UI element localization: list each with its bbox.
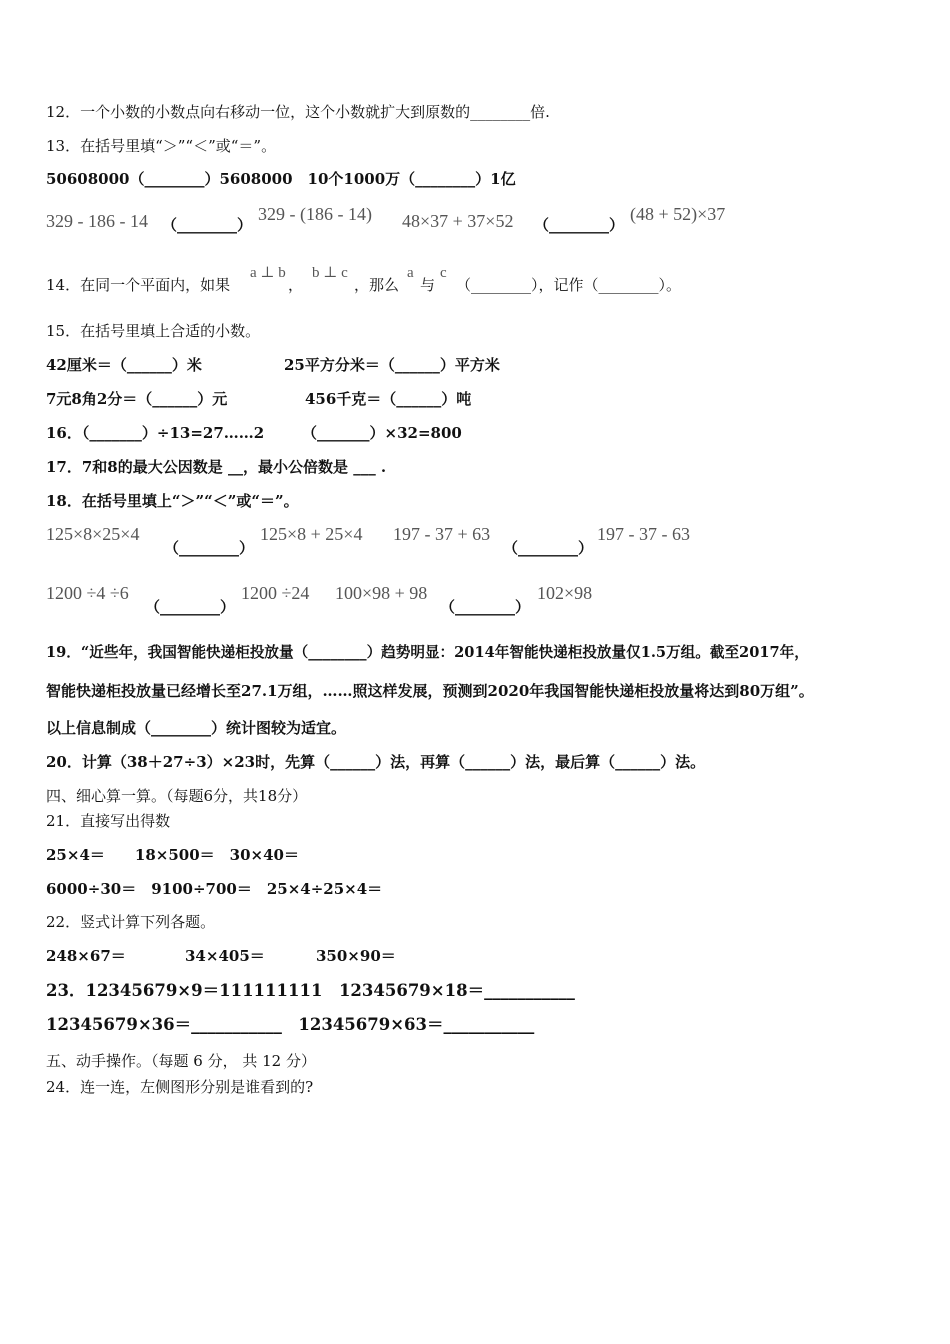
question-19-line3: 以上信息制成（________）统计图较为适宜。	[46, 719, 347, 737]
q15-item-3: 7元8角2分＝（______）元	[46, 390, 228, 408]
q18-expr-3: 197 - 37 + 63	[393, 524, 491, 544]
q13-blank-2[interactable]: （________）	[534, 216, 625, 234]
question-19-line2: 智能快递柜投放量已经增长至27.1万组，……照这样发展，预测到2020年我国智能快递柜投放量将达到80万组”。	[46, 682, 814, 700]
q22-item-2: 34×405＝	[185, 947, 265, 965]
q22-item-1: 248×67＝	[46, 947, 126, 965]
q18-expr-7: 100×98 + 98	[335, 583, 428, 603]
q13-blank-1[interactable]: （________）	[162, 216, 253, 234]
q14-comma: ，	[288, 276, 304, 294]
q14-tail: （________），记作（________）。	[456, 276, 682, 294]
q21-row-1: 25×4＝ 18×500＝ 30×40＝	[46, 846, 299, 864]
question-16-b: （_______）×32=800	[302, 424, 462, 442]
question-13-title: 13．在括号里填“＞”“＜”或“＝”。	[46, 137, 277, 155]
q18-expr-8: 102×98	[537, 583, 593, 603]
q15-item-1: 42厘米＝（______）米	[46, 356, 202, 374]
question-22-title: 22．竖式计算下列各题。	[46, 913, 216, 931]
section-5-heading: 五、动手操作。（每题 6 分， 共 12 分）	[46, 1052, 316, 1070]
q18-blank-2[interactable]: （________）	[503, 539, 594, 557]
question-24: 24．连一连，左侧图形分别是谁看到的?	[46, 1078, 314, 1096]
question-13-row1: 50608000（________）5608000 10个1000万（________）1亿	[46, 170, 516, 188]
q14-and: 与	[420, 276, 436, 294]
q18-blank-3[interactable]: （________）	[145, 598, 236, 616]
q14-var-c: c	[440, 265, 447, 281]
q18-expr-2: 125×8 + 25×4	[260, 524, 363, 544]
q13-expr-3: 48×37 + 37×52	[402, 211, 514, 231]
question-20: 20．计算（38＋27÷3）×23时，先算（______）法，再算（______）法，最后算（______）法。	[46, 753, 706, 771]
q22-item-3: 350×90＝	[316, 947, 396, 965]
q18-blank-1[interactable]: （________）	[164, 539, 255, 557]
q15-item-4: 456千克＝（______）吨	[305, 390, 472, 408]
q14-expr-2: b ⊥ c	[312, 265, 348, 281]
q18-expr-5: 1200 ÷4 ÷6	[46, 583, 129, 603]
q14-then: ，那么	[354, 276, 400, 294]
q18-blank-4[interactable]: （________）	[440, 598, 531, 616]
question-15-title: 15．在括号里填上合适的小数。	[46, 322, 261, 340]
question-19-line1: 19．“近些年，我国智能快递柜投放量（________）趋势明显：2014年智能快递柜投放量仅1.5万组。截至2017年，	[46, 644, 809, 661]
question-16-a: 16．（_______）÷13=27……2	[46, 424, 265, 442]
q21-row-2: 6000÷30＝ 9100÷700＝ 25×4÷25×4＝	[46, 880, 383, 898]
q18-expr-1: 125×8×25×4	[46, 524, 140, 544]
question-18-title: 18．在括号里填上“＞”“＜”或“＝”。	[46, 492, 299, 510]
q14-expr-1: a ⊥ b	[250, 265, 286, 281]
question-12: 12．一个小数的小数点向右移动一位，这个小数就扩大到原数的________倍.	[46, 103, 550, 121]
q13-expr-4: (48 + 52)×37	[630, 204, 726, 224]
question-21-title: 21．直接写出得数	[46, 812, 171, 830]
q14-var-a: a	[407, 265, 414, 281]
question-17: 17．7和8的最大公因数是 __，最小公倍数是 ___ .	[46, 458, 387, 476]
q15-item-2: 25平方分米＝（______）平方米	[284, 356, 500, 374]
question-23-line1: 23．12345679×9＝111111111 12345679×18＝___________	[46, 981, 575, 1000]
q13-expr-2: 329 - (186 - 14)	[258, 204, 372, 224]
q13-expr-1: 329 - 186 - 14	[46, 211, 148, 231]
question-14-prefix: 14．在同一个平面内，如果	[46, 276, 231, 294]
section-4-heading: 四、细心算一算。（每题6分，共18分）	[46, 787, 308, 805]
q18-expr-4: 197 - 37 - 63	[597, 524, 690, 544]
question-23-line2: 12345679×36＝___________ 12345679×63＝___________	[46, 1015, 535, 1034]
q18-expr-6: 1200 ÷24	[241, 583, 310, 603]
